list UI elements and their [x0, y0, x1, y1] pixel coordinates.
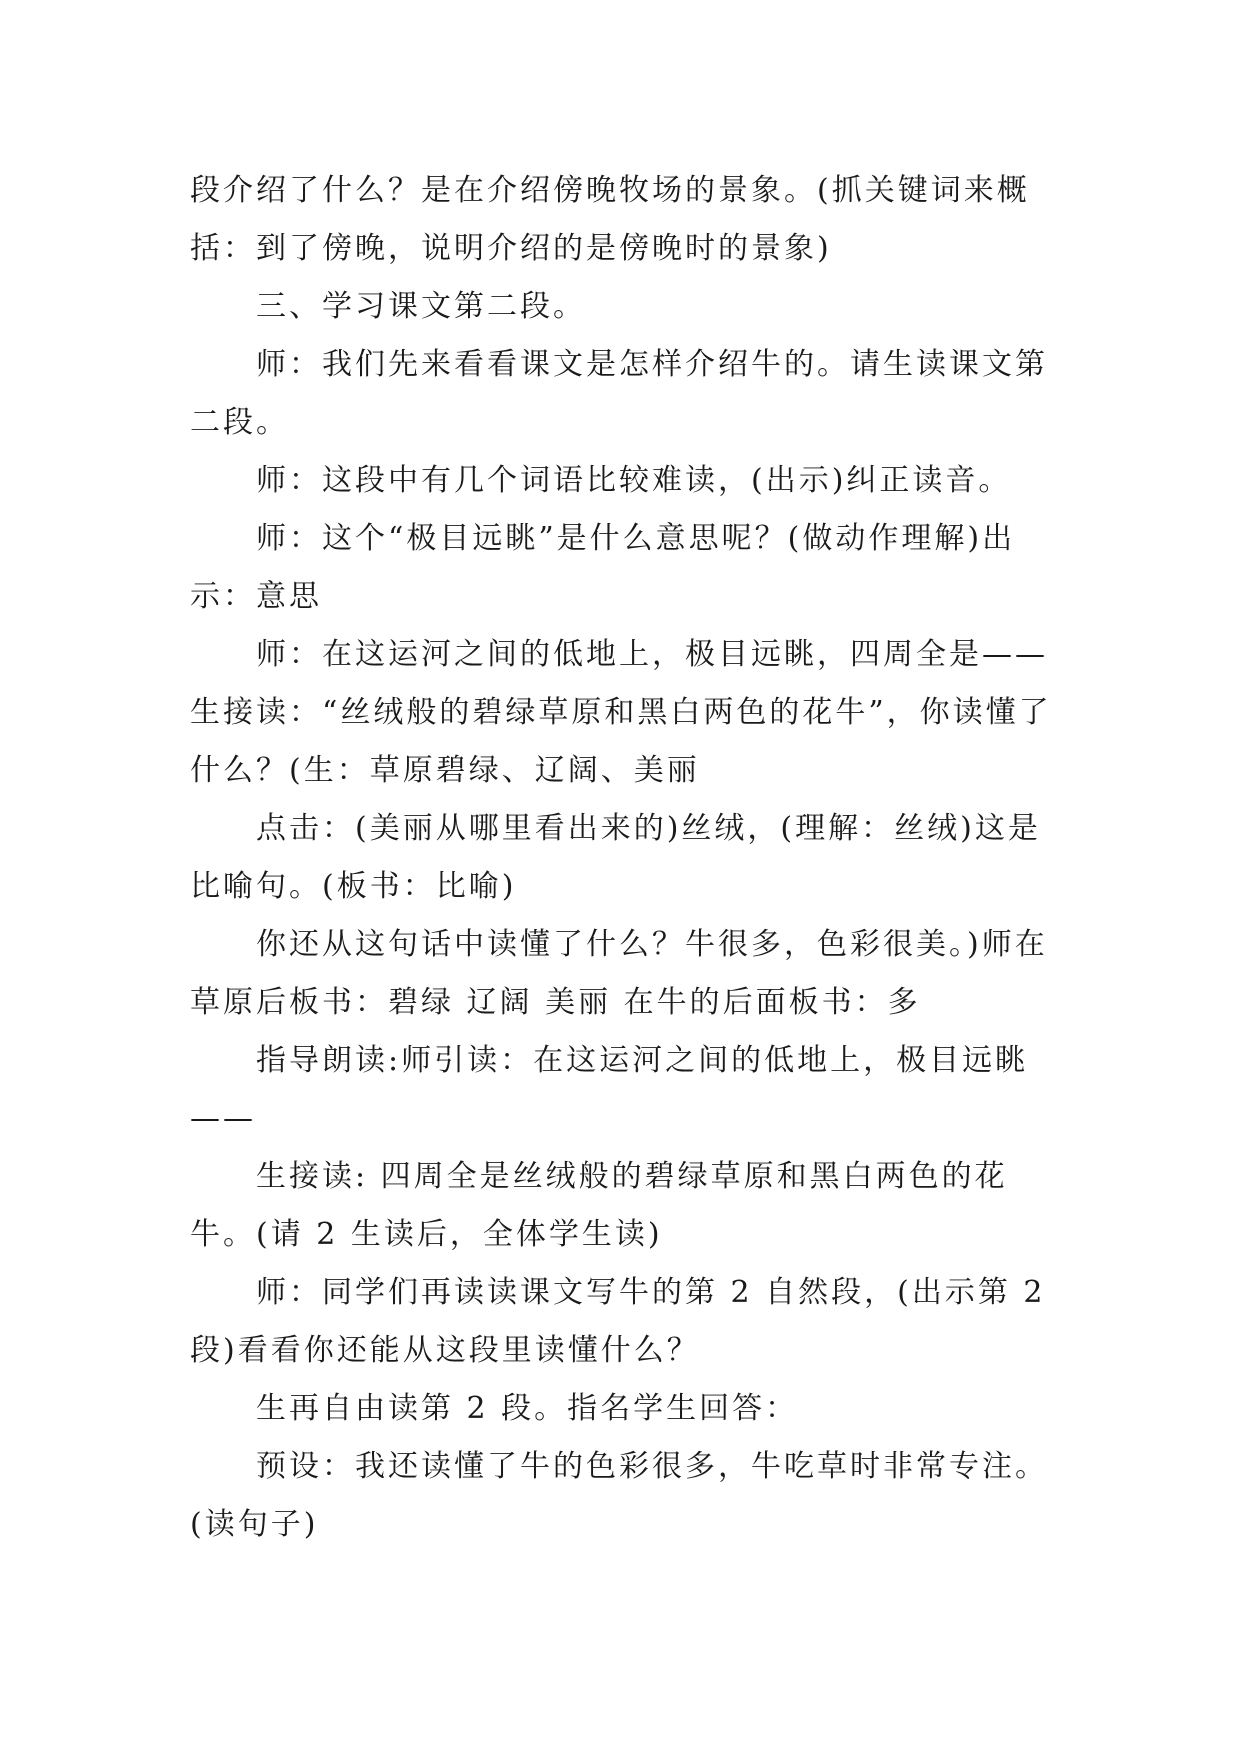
paragraph-5: 师：这个“极目远眺”是什么意思呢？(做动作理解)出示：意思	[190, 521, 1016, 614]
paragraph-3: 师：我们先来看看课文是怎样介绍牛的。请生读课文第二段。	[190, 347, 1048, 440]
paragraph-13: 预设：我还读懂了牛的色彩很多，牛吃草时非常专注。(读句子)	[190, 1449, 1048, 1542]
paragraph-12: 生再自由读第 2 段。指名学生回答：	[256, 1391, 799, 1426]
paragraph-9: 指导朗读:师引读：在这运河之间的低地上，极目远眺——	[190, 1043, 1029, 1136]
paragraph-4: 师：这段中有几个词语比较难读，(出示)纠正读音。	[256, 463, 1012, 498]
paragraph-1: 段介绍了什么？是在介绍傍晚牧场的景象。(抓关键词来概括：到了傍晚，说明介绍的是傍晚时的景象)	[190, 173, 1030, 266]
paragraph-11: 师：同学们再读读课文写牛的第 2 自然段，(出示第 2 段)看看你还能从这段里读懂什么？	[190, 1275, 1059, 1368]
document-body	[190, 162, 1060, 1554]
paragraph-6: 师：在这运河之间的低地上，极目远眺，四周全是——生接读：“丝绒般的碧绿草原和黑白两色的花牛”，你读懂了什么？(生：草原碧绿、辽阔、美丽	[190, 637, 1052, 788]
paragraph-7: 点击：(美丽从哪里看出来的)丝绒，(理解：丝绒)这是比喻句。(板书：比喻)	[190, 811, 1041, 904]
paragraph-10: 生接读: 四周全是丝绒般的碧绿草原和黑白两色的花牛。(请 2 生读后，全体学生读)	[190, 1159, 1008, 1252]
paragraph-8: 你还从这句话中读懂了什么？牛很多，色彩很美。)师在草原后板书：碧绿 辽阔 美丽 在牛的后面板书：多	[190, 927, 1048, 1020]
paragraph-2: 三、学习课文第二段。	[256, 289, 586, 324]
